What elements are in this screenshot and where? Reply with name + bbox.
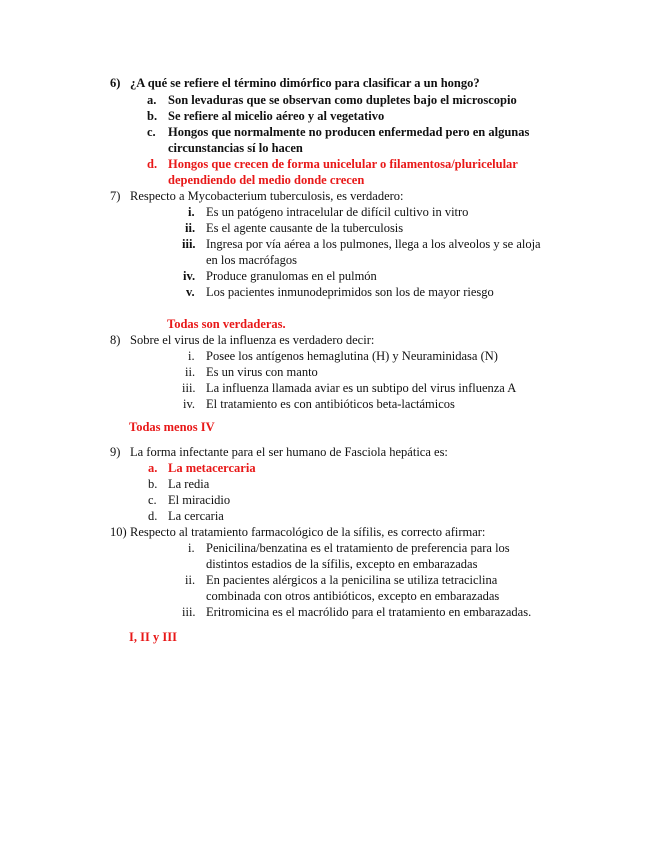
q8-option-ii-marker: ii. xyxy=(185,365,196,379)
q7-number: 7) xyxy=(110,189,121,203)
q7-option-i: Es un patógeno intracelular de difícil cultivo in vitro xyxy=(206,205,469,219)
q9-option-a: La metacercaria xyxy=(168,461,256,475)
q8-answer: Todas menos IV xyxy=(129,420,215,434)
q7-answer: Todas son verdaderas. xyxy=(167,317,286,331)
q6-option-a-marker: a. xyxy=(147,93,157,107)
q10-answer: I, II y III xyxy=(129,630,177,644)
q9-option-b: La redia xyxy=(168,477,210,491)
q10-option-iii-marker: iii. xyxy=(182,605,196,619)
q7-option-ii-marker: ii. xyxy=(185,221,196,235)
q9-number: 9) xyxy=(110,445,121,459)
q10-question: Respecto al tratamiento farmacológico de la sífilis, es correcto afirmar: xyxy=(130,525,486,539)
q8-option-i: Posee los antígenos hemaglutina (H) y Neuraminidasa (N) xyxy=(206,349,498,363)
q7-option-iv-marker: iv. xyxy=(183,269,196,283)
q9-option-d-marker: d. xyxy=(148,509,158,523)
q10-option-i-line1: Penicilina/benzatina es el tratamiento de preferencia para los xyxy=(206,541,510,555)
q7-option-iii-marker: iii. xyxy=(182,237,196,251)
q8-option-ii: Es un virus con manto xyxy=(206,365,318,379)
q7-option-iv: Produce granulomas en el pulmón xyxy=(206,269,377,283)
q6-question: ¿A qué se refiere el término dimórfico para clasificar a un hongo? xyxy=(130,76,480,90)
q10-option-ii-line1: En pacientes alérgicos a la penicilina se utiliza tetraciclina xyxy=(206,573,498,587)
q7-option-ii: Es el agente causante de la tuberculosis xyxy=(206,221,404,235)
q9-option-c-marker: c. xyxy=(148,493,157,507)
q6-option-c-line1: Hongos que normalmente no producen enfermedad pero en algunas xyxy=(168,125,530,139)
q6-option-d-line1: Hongos que crecen de forma unicelular o filamentosa/pluricelular xyxy=(168,157,518,171)
q10-option-i-marker: i. xyxy=(188,541,195,555)
q9-option-a-marker: a. xyxy=(148,461,158,475)
q8-option-iii-marker: iii. xyxy=(182,381,196,395)
q7-option-v-marker: v. xyxy=(186,285,195,299)
q6-option-b: Se refiere al micelio aéreo y al vegetativo xyxy=(168,109,385,123)
q6-option-c-line2: circunstancias sí lo hacen xyxy=(168,141,303,155)
q10-option-i-line2: distintos estadios de la sífilis, excepto en embarazadas xyxy=(206,557,478,571)
q7-option-iii-line1: Ingresa por vía aérea a los pulmones, llega a los alveolos y se aloja xyxy=(206,237,541,251)
q10-option-ii-marker: ii. xyxy=(185,573,196,587)
q8-number: 8) xyxy=(110,333,121,347)
q7-question: Respecto a Mycobacterium tuberculosis, es verdadero: xyxy=(130,189,404,203)
q7-option-iii-line2: en los macrófagos xyxy=(206,253,297,267)
q6-number: 6) xyxy=(110,76,121,90)
q6-option-b-marker: b. xyxy=(147,109,158,123)
q9-option-b-marker: b. xyxy=(148,477,158,491)
q9-option-c: El miracidio xyxy=(168,493,231,507)
q7-option-i-marker: i. xyxy=(188,205,195,219)
q8-question: Sobre el virus de la influenza es verdadero decir: xyxy=(130,333,375,347)
q6-option-c-marker: c. xyxy=(147,125,156,139)
q9-question: La forma infectante para el ser humano de Fasciola hepática es: xyxy=(130,445,448,459)
q6-option-d-marker: d. xyxy=(147,157,158,171)
q8-option-iv-marker: iv. xyxy=(183,397,196,411)
q8-option-i-marker: i. xyxy=(188,349,195,363)
q9-option-d: La cercaria xyxy=(168,509,224,523)
q6-option-a: Son levaduras que se observan como dupletes bajo el microscopio xyxy=(168,93,517,107)
q7-option-v: Los pacientes inmunodeprimidos son los de mayor riesgo xyxy=(206,285,494,299)
q6-option-d-line2: dependiendo del medio donde crecen xyxy=(168,173,365,187)
q8-option-iv: El tratamiento es con antibióticos beta-lactámicos xyxy=(206,397,455,411)
q8-option-iii: La influenza llamada aviar es un subtipo del virus influenza A xyxy=(206,381,517,395)
q10-option-iii: Eritromicina es el macrólido para el tratamiento en embarazadas. xyxy=(206,605,532,619)
q10-number: 10) xyxy=(110,525,127,539)
q10-option-ii-line2: combinada con otros antibióticos, excepto en embarazadas xyxy=(206,589,500,603)
